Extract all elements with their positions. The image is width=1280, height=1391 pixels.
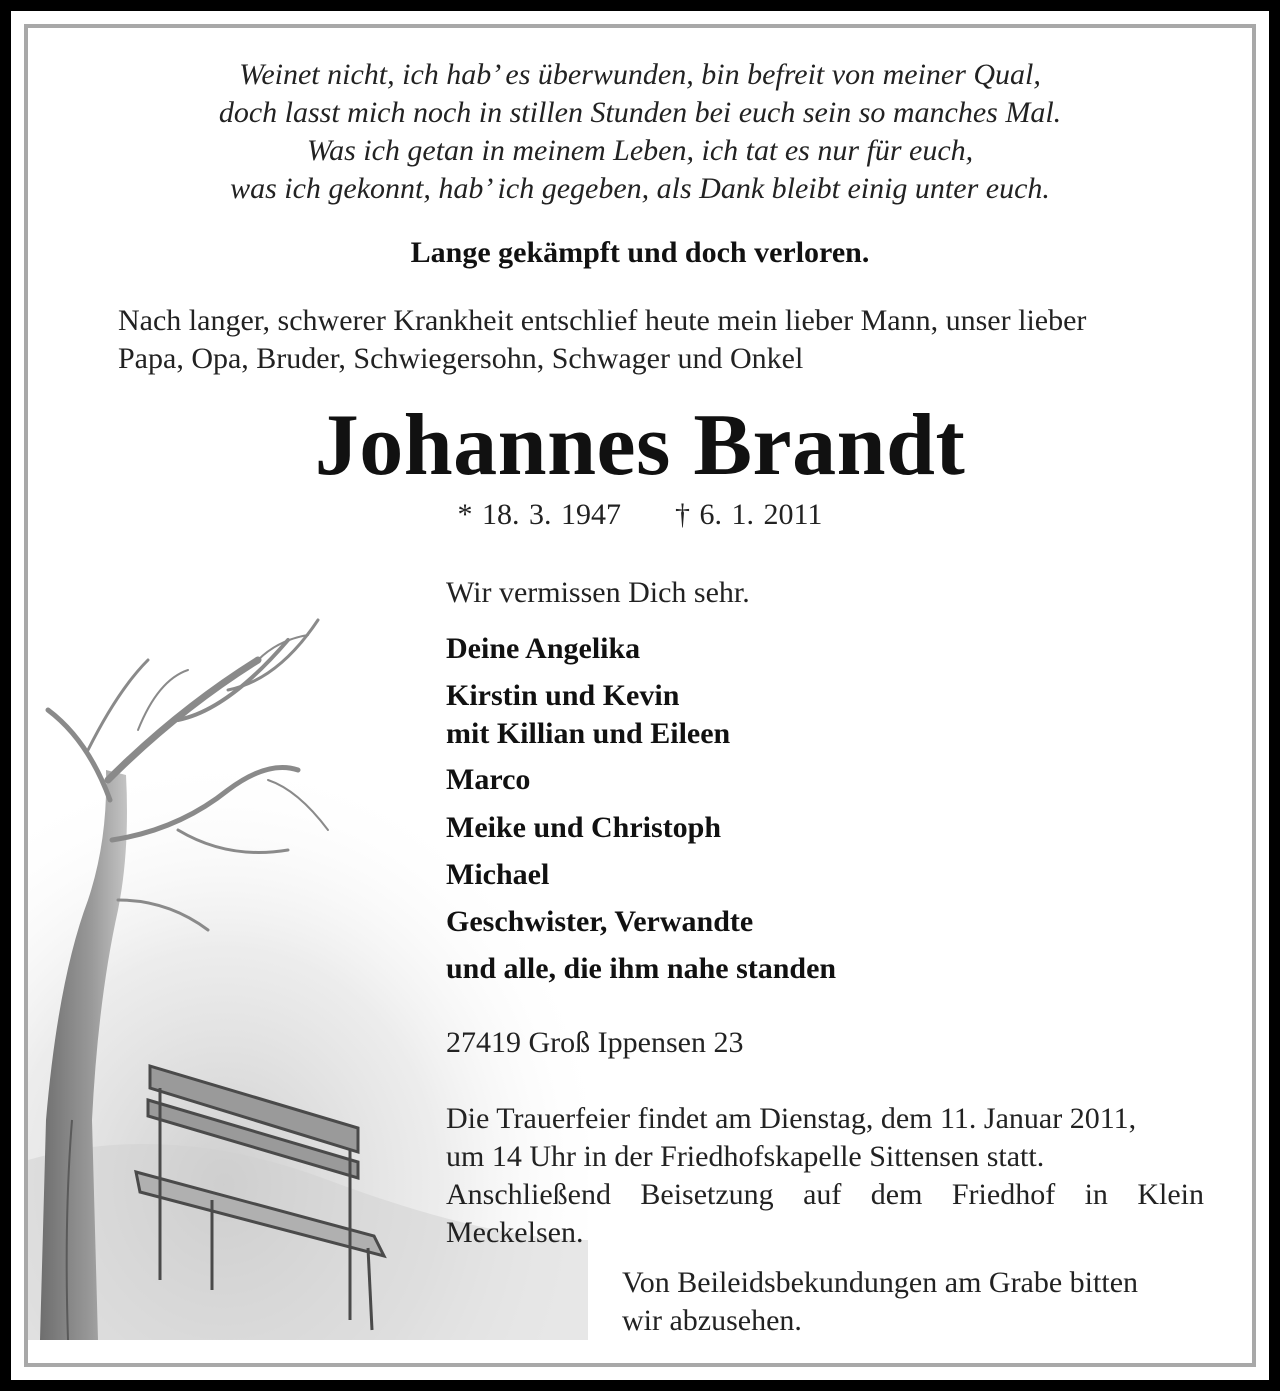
family-member: Geschwister, Verwandte <box>446 905 754 938</box>
condolences-line: wir abzusehen. <box>622 1304 802 1337</box>
intro-text <box>118 302 1218 378</box>
service-line: Meckelsen. <box>446 1216 584 1249</box>
motto: Lange gekämpft und doch verloren. <box>410 236 870 269</box>
service-line: um 14 Uhr in der Friedhofskapelle Sittensen statt. <box>446 1140 1045 1173</box>
family-member: Meike und Christoph <box>446 811 722 844</box>
life-dates <box>40 498 1240 532</box>
family-member: Deine Angelika <box>446 632 641 665</box>
farewell-line: Wir vermissen Dich sehr. <box>446 576 750 609</box>
address: 27419 Groß Ippensen 23 <box>446 1026 744 1059</box>
service-line: Anschließend Beisetzung auf dem Friedhof in Klein <box>446 1178 1204 1211</box>
condolences-note <box>622 1264 1138 1340</box>
poem-line: doch lasst mich noch in stillen Stunden bei euch sein so manches Mal. <box>218 96 1062 129</box>
intro-line: Nach langer, schwerer Krankheit entschlief heute mein lieber Mann, unser lieber <box>118 304 1087 337</box>
death-date: † 6. 1. 2011 <box>675 498 823 531</box>
family-member: und alle, die ihm nahe standen <box>446 952 837 985</box>
poem-line: was ich gekonnt, hab’ ich gegeben, als Dank bleibt einig unter euch. <box>230 172 1050 205</box>
family-member: Michael <box>446 858 550 891</box>
condolences-line: Von Beileidsbekundungen am Grabe bitten <box>622 1266 1139 1299</box>
funeral-service-info <box>446 1100 1204 1252</box>
poem <box>40 56 1240 208</box>
family-member: Kirstin und Kevin <box>446 679 680 712</box>
intro-line: Papa, Opa, Bruder, Schwiegersohn, Schwager und Onkel <box>118 342 804 375</box>
family-member: mit Killian und Eileen <box>446 717 731 750</box>
service-line: Die Trauerfeier findet am Dienstag, dem 11. Januar 2011, <box>446 1102 1137 1135</box>
poem-line: Weinet nicht, ich hab’ es überwunden, bin befreit von meiner Qual, <box>239 58 1041 91</box>
birth-date: * 18. 3. 1947 <box>457 498 622 531</box>
deceased-name: Johannes Brandt <box>314 397 966 494</box>
poem-line: Was ich getan in meinem Leben, ich tat es nur für euch, <box>306 134 974 167</box>
family-member: Marco <box>446 763 531 796</box>
